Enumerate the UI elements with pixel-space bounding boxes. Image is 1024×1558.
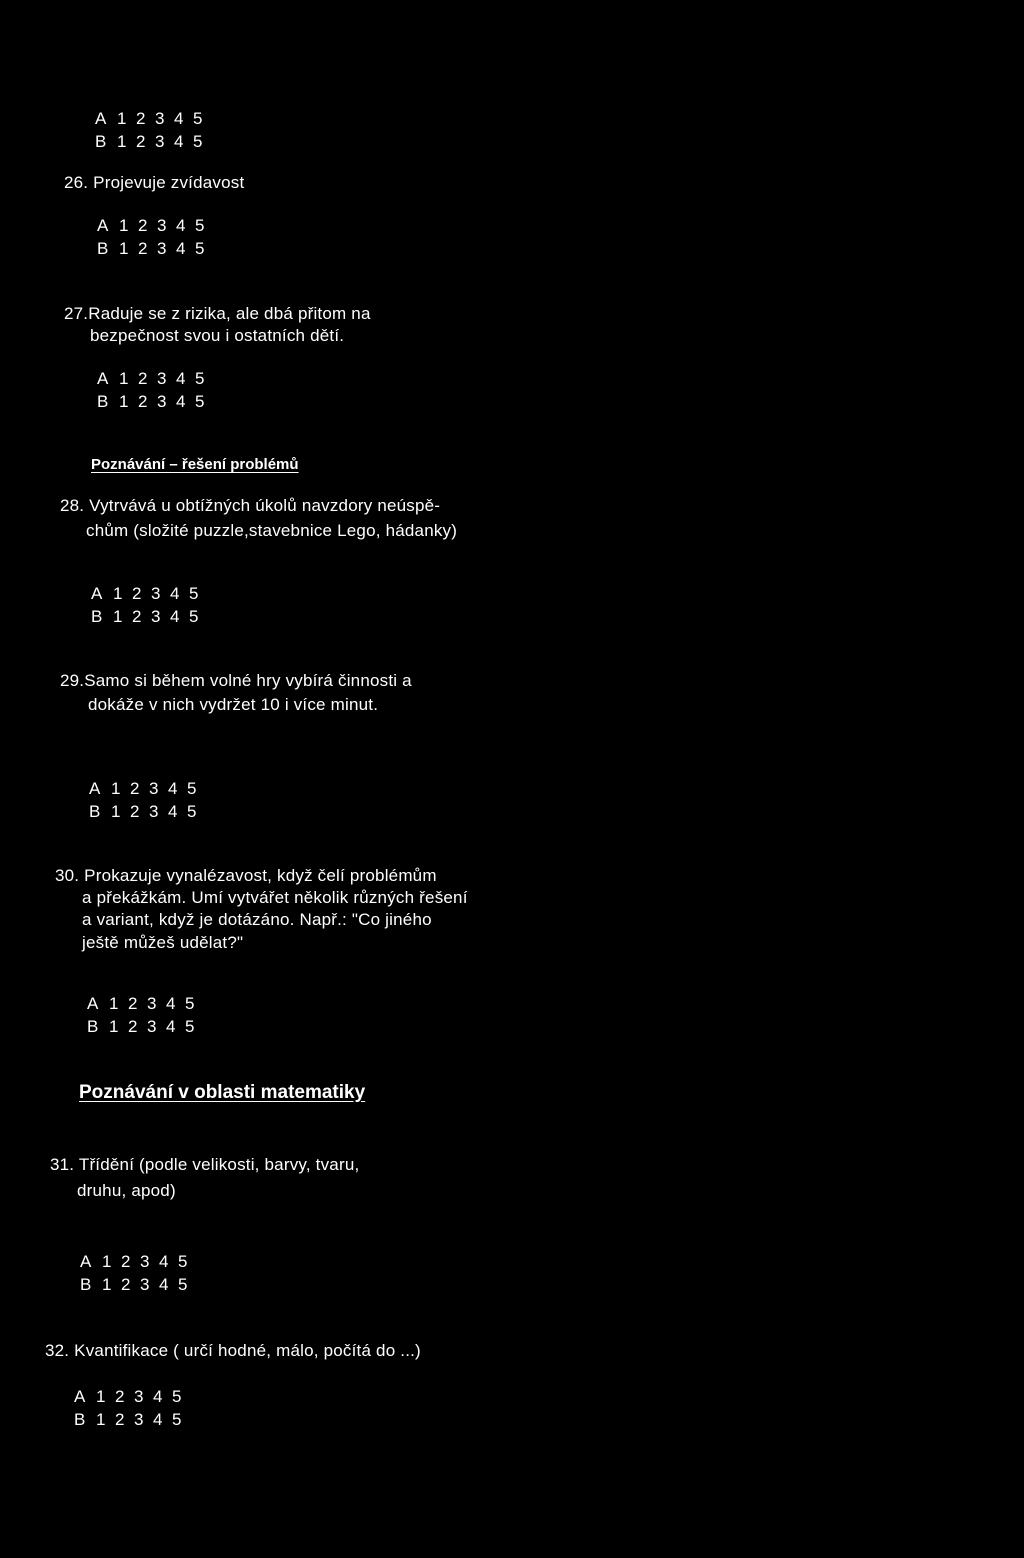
item-text-line: dokáže v nich vydržet 10 i více minut. (88, 695, 379, 714)
scale-option[interactable]: 3 (157, 369, 167, 388)
scale-row-b (97, 390, 214, 413)
scale-option[interactable]: 2 (138, 369, 148, 388)
scale-option[interactable]: 5 (187, 779, 197, 798)
scale-option[interactable]: 4 (168, 802, 178, 821)
scale-option[interactable]: 2 (115, 1410, 125, 1429)
item-28 (60, 495, 440, 517)
scale-option[interactable]: 3 (140, 1275, 150, 1294)
scale-option[interactable]: 4 (166, 1017, 176, 1036)
scale-option[interactable]: 4 (176, 216, 186, 235)
item-text-line: ještě můžeš udělat?" (82, 933, 244, 952)
scale-option[interactable]: 2 (132, 584, 142, 603)
scale-row-a (97, 214, 214, 237)
scale-option[interactable]: 4 (166, 994, 176, 1013)
scale-option[interactable]: 4 (170, 607, 180, 626)
scale-row-b (87, 1015, 204, 1038)
item-30 (55, 865, 437, 887)
scale-option[interactable]: 1 (111, 779, 121, 798)
scale-row-b (91, 605, 208, 628)
scale-option[interactable]: 2 (138, 392, 148, 411)
scale-option[interactable]: 5 (193, 132, 203, 151)
scale-option[interactable]: 4 (153, 1387, 163, 1406)
scale-option[interactable]: 4 (174, 109, 184, 128)
scale-label: A (97, 369, 109, 388)
scale-option[interactable]: 4 (176, 392, 186, 411)
scale-option[interactable]: 2 (136, 109, 146, 128)
scale-label: B (87, 1017, 99, 1036)
rating-scale-q27 (97, 367, 214, 413)
scale-row-b (74, 1408, 191, 1431)
scale-row-b (89, 800, 206, 823)
scale-option[interactable]: 5 (195, 216, 205, 235)
scale-option[interactable]: 3 (157, 392, 167, 411)
item-text-line: a překážkám. Umí vytvářet několik různých řešení (82, 888, 468, 907)
scale-row-a (95, 107, 212, 130)
scale-option[interactable]: 4 (176, 369, 186, 388)
item-text-line: Samo si během volné hry vybírá činnosti a (84, 671, 412, 690)
scale-option[interactable]: 4 (153, 1410, 163, 1429)
scale-label: A (97, 216, 109, 235)
item-27 (64, 303, 371, 325)
scale-option[interactable]: 1 (117, 132, 127, 151)
rating-scale-q26 (97, 214, 214, 260)
scale-option[interactable]: 2 (121, 1275, 131, 1294)
item-number: 26. (64, 173, 89, 192)
scale-label: B (97, 392, 109, 411)
scale-option[interactable]: 3 (155, 132, 165, 151)
scale-option[interactable]: 1 (111, 802, 121, 821)
scale-option[interactable]: 1 (102, 1252, 112, 1271)
scale-row-a (97, 367, 214, 390)
item-26 (64, 172, 244, 194)
item-text-line: Prokazuje vynalézavost, když čelí problémům (84, 866, 437, 885)
scale-label: A (89, 779, 101, 798)
scale-option[interactable]: 3 (147, 994, 157, 1013)
item-number: 27. (64, 304, 89, 323)
scale-option[interactable]: 1 (109, 994, 119, 1013)
scale-option[interactable]: 4 (159, 1252, 169, 1271)
scale-option[interactable]: 1 (113, 607, 123, 626)
scale-option[interactable]: 4 (159, 1275, 169, 1294)
scale-option[interactable]: 2 (128, 994, 138, 1013)
item-29 (60, 670, 412, 692)
section-heading-math: Poznávání v oblasti matematiky (79, 1082, 366, 1103)
scale-option[interactable]: 4 (168, 779, 178, 798)
scale-label: A (95, 109, 107, 128)
item-30-cont-1 (82, 887, 468, 909)
scale-option[interactable]: 1 (109, 1017, 119, 1036)
item-text-line: Třídění (podle velikosti, barvy, tvaru, (78, 1155, 360, 1174)
item-number: 31. (50, 1155, 75, 1174)
rating-scale-q32 (74, 1385, 191, 1431)
item-31-cont (77, 1180, 176, 1202)
item-text-line: Raduje se z rizika, ale dbá přitom na (88, 304, 371, 323)
scale-row-b (80, 1273, 197, 1296)
scale-option[interactable]: 1 (113, 584, 123, 603)
scale-option[interactable]: 5 (195, 239, 205, 258)
scale-option[interactable]: 5 (189, 607, 199, 626)
scale-option[interactable]: 2 (136, 132, 146, 151)
scale-option[interactable]: 5 (185, 1017, 195, 1036)
rating-scale-q28 (91, 582, 208, 628)
scale-option[interactable]: 1 (96, 1387, 106, 1406)
item-31 (50, 1154, 359, 1176)
item-27-cont (90, 325, 344, 347)
scale-option[interactable]: 2 (130, 802, 140, 821)
scale-option[interactable]: 1 (119, 369, 129, 388)
scale-option[interactable]: 3 (155, 109, 165, 128)
scale-option[interactable]: 1 (102, 1275, 112, 1294)
scale-option[interactable]: 5 (193, 109, 203, 128)
scale-option[interactable]: 2 (115, 1387, 125, 1406)
section-heading-problem-solving: Poznávání – řešení problémů (91, 456, 299, 473)
scale-option[interactable]: 5 (178, 1275, 188, 1294)
scale-label: B (97, 239, 109, 258)
item-text: Projevuje zvídavost (93, 173, 245, 192)
scale-label: B (95, 132, 107, 151)
scale-label: B (80, 1275, 92, 1294)
scale-option[interactable]: 1 (96, 1410, 106, 1429)
scale-option[interactable]: 2 (132, 607, 142, 626)
scale-row-a (80, 1250, 197, 1273)
scale-option[interactable]: 4 (176, 239, 186, 258)
scale-option[interactable]: 3 (149, 802, 159, 821)
item-text-line: bezpečnost svou i ostatních dětí. (90, 326, 345, 345)
scale-option[interactable]: 5 (187, 802, 197, 821)
item-number: 28. (60, 496, 85, 515)
scale-label: A (91, 584, 103, 603)
scale-label: A (80, 1252, 92, 1271)
scale-option[interactable]: 2 (138, 216, 148, 235)
scale-option[interactable]: 5 (185, 994, 195, 1013)
scale-option[interactable]: 3 (134, 1410, 144, 1429)
scale-option[interactable]: 3 (147, 1017, 157, 1036)
scale-option[interactable]: 5 (195, 392, 205, 411)
scale-option[interactable]: 1 (119, 216, 129, 235)
scale-option[interactable]: 5 (195, 369, 205, 388)
item-29-cont (88, 694, 378, 716)
item-text-line: chům (složité puzzle,stavebnice Lego, hádanky) (86, 521, 458, 540)
scale-option[interactable]: 5 (172, 1410, 182, 1429)
scale-option[interactable]: 1 (119, 239, 129, 258)
item-text-line: Kvantifikace ( určí hodné, málo, počítá do ...) (74, 1341, 421, 1360)
rating-scale-q29 (89, 777, 206, 823)
scale-option[interactable]: 2 (128, 1017, 138, 1036)
scale-option[interactable]: 2 (121, 1252, 131, 1271)
rating-scale-q30 (87, 992, 204, 1038)
rating-scale-q25 (95, 107, 212, 153)
scale-label: B (91, 607, 103, 626)
scale-option[interactable]: 2 (138, 239, 148, 258)
scale-label: A (74, 1387, 86, 1406)
item-text-line: druhu, apod) (77, 1181, 176, 1200)
item-number: 29. (60, 671, 85, 690)
scale-option[interactable]: 3 (157, 216, 167, 235)
item-32 (45, 1340, 421, 1362)
item-text-line: a variant, když je dotázáno. Např.: "Co jiného (82, 910, 432, 929)
scale-option[interactable]: 3 (151, 584, 161, 603)
scale-option[interactable]: 3 (157, 239, 167, 258)
item-28-cont (86, 520, 457, 542)
scale-row-a (89, 777, 206, 800)
scale-row-a (74, 1385, 191, 1408)
scale-row-a (87, 992, 204, 1015)
scale-option[interactable]: 5 (189, 584, 199, 603)
scale-label: B (89, 802, 101, 821)
scale-row-b (97, 237, 214, 260)
item-number: 32. (45, 1341, 70, 1360)
item-text-line: Vytrvává u obtížných úkolů navzdory neúspě- (89, 496, 441, 515)
item-number: 30. (55, 866, 80, 885)
scale-row-a (91, 582, 208, 605)
scale-option[interactable]: 4 (170, 584, 180, 603)
item-30-cont-3 (82, 932, 243, 954)
scale-option[interactable]: 5 (178, 1252, 188, 1271)
scale-option[interactable]: 2 (130, 779, 140, 798)
scale-option[interactable]: 1 (119, 392, 129, 411)
rating-scale-q31 (80, 1250, 197, 1296)
scale-label: B (74, 1410, 86, 1429)
scale-row-b (95, 130, 212, 153)
scale-option[interactable]: 3 (151, 607, 161, 626)
item-30-cont-2 (82, 909, 432, 931)
scale-option[interactable]: 4 (174, 132, 184, 151)
scale-option[interactable]: 5 (172, 1387, 182, 1406)
scale-label: A (87, 994, 99, 1013)
scale-option[interactable]: 3 (149, 779, 159, 798)
scale-option[interactable]: 3 (140, 1252, 150, 1271)
scale-option[interactable]: 1 (117, 109, 127, 128)
scale-option[interactable]: 3 (134, 1387, 144, 1406)
